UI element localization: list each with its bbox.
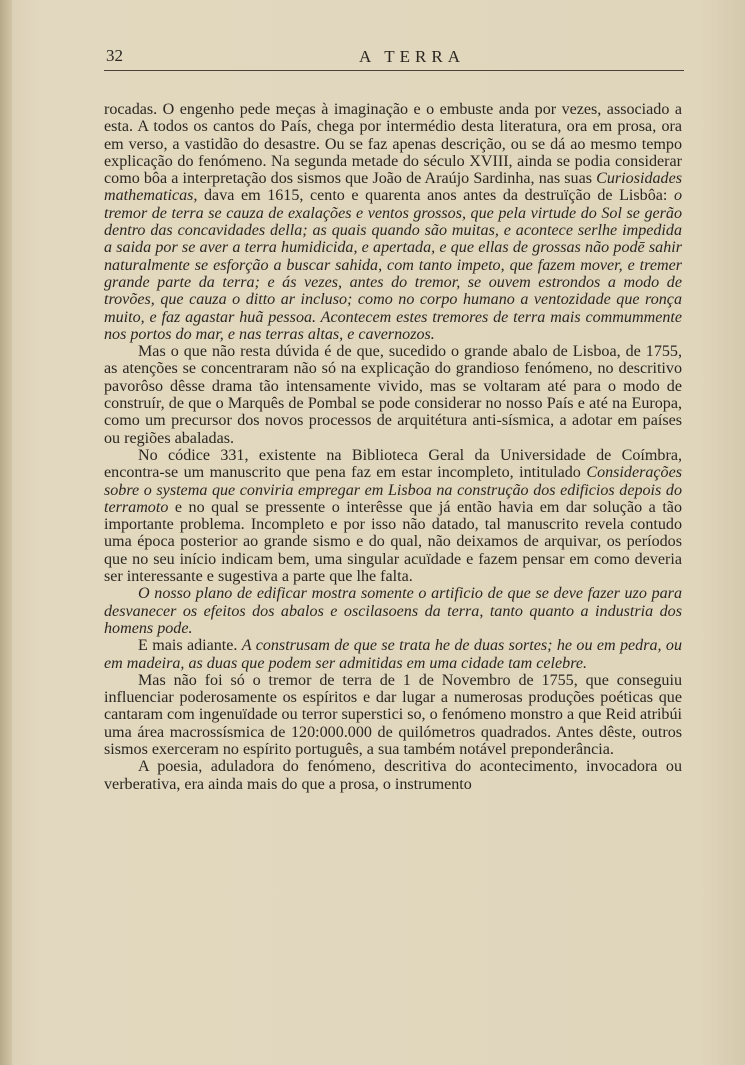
page-binding-edge xyxy=(0,0,12,1065)
page-header xyxy=(104,44,684,74)
paragraph-5 xyxy=(104,637,682,672)
p1-text-a: rocadas. O engenho pede meças à imaginação e o embuste anda por vezes, associado a esta. A todos os cantos do País, chega por intermédio desta literatura, ora em prosa, ora em verso, a vastidão do desastre. Ou se faz apenas descrição, ou se dá ao mesmo tempo explicação do fenómeno. Na segunda metade do século XVIII, ainda se podia considerar como bôa a interpretação dos sismos que João de Araújo Sardinha, nas suas xyxy=(104,101,682,188)
p1-book-title: Curiosidades mathematicas, xyxy=(104,170,682,205)
p5-quotation: A construsam de que se trata he de duas sortes; he ou em pedra, ou em madeira, as duas que podem ser admitidas em uma cidade tam celebre. xyxy=(104,637,682,672)
p1-quotation: o tremor de terra se cauza de exalações e ventos grossos, que pela virtude do Sol se gerão dentro das concavidades della; as quais quando são muitas, e acontece serlhe impedida a saida por se aver a terra humidicida, e apertada, e que ellas de grossas não podē sahir naturalmente se esforção a buscar sahida, com tanto impeto, que fazem mover, e tremer grande parte da terra; e ás vezes, antes do tremor, se ouvem estrondos a modo de trovões, que cauza o ditto ar incluso; como no corpo humano a ventozidade que ronça muito, e faz agastar huã pessoa. Acontecem estes tremores de terra mais commummente nos portos do mar, e nas terras altas, e cavernozos. xyxy=(104,187,682,343)
p3-manuscript-title: Considerações sobre o systema que conviria empregar em Lisboa na construção dos edificios depois do terramoto xyxy=(104,464,682,516)
body-text xyxy=(104,101,682,793)
p3-text-c: e no qual se pressente o interêsse que já então havia em dar solução a tão importante problema. Incompleto e por isso não datado, tal manuscrito revela contudo uma época posterior ao grande sismo e do qual, não deixamos de arquivar, os períodos que no seu início indicam bem, uma singular acuïdade e fazem pensar em como deveria ser interessante e sugestiva a parte que lhe falta. xyxy=(104,498,682,586)
p1-text-c: dava em 1615, cento e quarenta anos antes da destruïção de Lisbôa: xyxy=(197,187,674,205)
paragraph-3 xyxy=(104,447,682,585)
header-rule xyxy=(104,70,684,71)
paragraph-1 xyxy=(104,101,682,343)
paragraph-2: Mas o que não resta dúvida é de que, sucedido o grande abalo de Lisboa, de 1755, as atenções se concentraram não só na explicação do grandioso fenómeno, no descritivo pavorôso dêsse drama tão intensamente vivido, mas se voltaram até para o modo de construír, de que o Marquês de Pombal se pode considerar no nosso País e até na Europa, como um precursor dos novos processos de arquitétura anti-sísmica, a adotar em países ou regiões abaladas. xyxy=(104,343,682,447)
p3-text-a: No códice 331, existente na Biblioteca Geral da Universidade de Coímbra, encontra-se um manuscrito que pena faz em estar incompleto, intitulado xyxy=(104,446,682,482)
paragraph-6: Mas não foi só o tremor de terra de 1 de Novembro de 1755, que conseguiu influenciar poderosamente os espíritos e dar lugar a numerosas produções poéticas que cantaram com ingenuïdade ou terror superstici so, o fenómeno monstro a que Reid atribúi uma área macrossísmica de 120:000.000 de quilómetros quadrados. Antes dêste, outros sismos exerceram no espírito português, a sua também notável preponderância. xyxy=(104,671,682,758)
paragraph-7: A poesia, aduladora do fenómeno, descritiva do acontecimento, invocadora ou verberativa, era ainda mais do que a prosa, o instrumento xyxy=(104,758,682,793)
page-number: 32 xyxy=(106,46,123,65)
p5-text-a: E mais adiante. xyxy=(138,637,242,655)
running-title: A TERRA xyxy=(358,47,465,66)
paragraph-4-quote: O nosso plano de edificar mostra somente o artificio de que se deve fazer uzo para desvanecer os efeitos dos abalos e oscilasoens da terra, tanto quanto a industria dos homens pode. xyxy=(104,585,682,637)
